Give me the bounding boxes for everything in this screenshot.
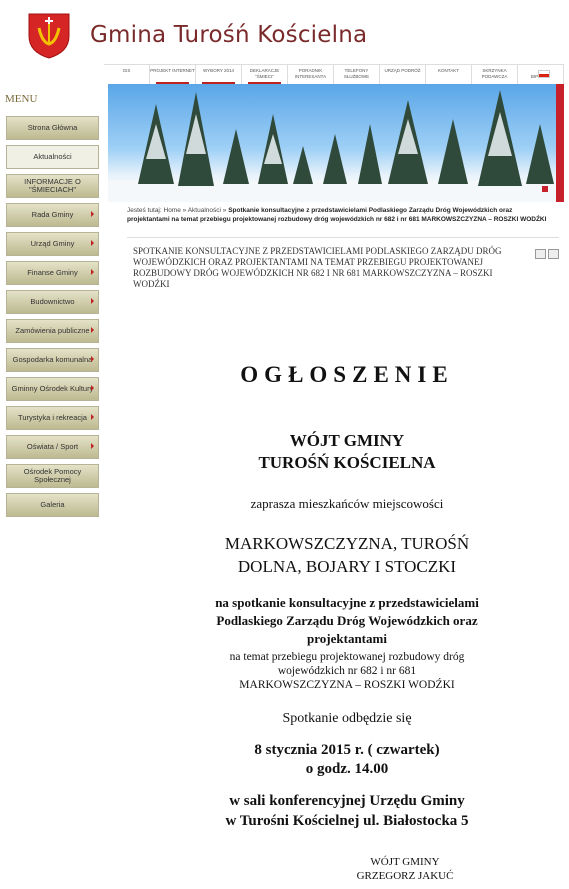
sidebar-item-label: Gminny Ośrodek Kultury [11, 384, 94, 393]
topnav-item[interactable] [150, 65, 196, 85]
topnav-label: PROJEKT INTERNET [150, 68, 195, 73]
date-line: 8 stycznia 2015 r. ( czwartek) [254, 742, 440, 758]
places-block [127, 532, 567, 578]
sidebar-item-label: Ośrodek Pomocy Społecznej [23, 467, 82, 484]
topnav-label: DEKLARACJE "ŚMIECI" [249, 68, 280, 79]
coat-of-arms-logo[interactable] [24, 10, 74, 60]
meeting-line-2: Podlaskiego Zarządu Dróg Wojewódzkich oraz [216, 613, 478, 628]
venue-line-1: w sali konferencyjnej Urzędu Gminy [229, 793, 465, 809]
topnav-label: URZĄD PODRÓŻ [384, 68, 421, 73]
chevron-right-icon [91, 211, 94, 217]
side-menu [6, 116, 99, 522]
time-line: o godz. 14.00 [305, 761, 389, 777]
sidebar-item-label: Finanse Gminy [27, 268, 78, 277]
meeting-line-1: na spotkanie konsultacyjne z przedstawicielami [215, 595, 479, 610]
topnav-item[interactable] [472, 65, 518, 85]
sidebar-item[interactable] [6, 116, 99, 140]
meeting-subject-block [127, 650, 567, 692]
places-line-1: MARKOWSZCZYZNA, TUROŚŃ [224, 534, 470, 553]
sidebar-item[interactable] [6, 145, 99, 169]
breadcrumb-home-link[interactable]: Home [163, 207, 181, 214]
topnav-item[interactable] [380, 65, 426, 85]
topnav-item[interactable] [334, 65, 380, 85]
sidebar-item-label: Budownictwo [30, 297, 75, 306]
breadcrumb-prefix: Jesteś tutaj: [127, 207, 162, 214]
subject-line-3: MARKOWSZCZYZNA – ROSZKI WODŹKI [239, 679, 455, 691]
sidebar-item-label: Aktualności [33, 152, 72, 161]
breadcrumb-section-link[interactable]: Aktualności [187, 207, 221, 214]
chevron-right-icon [91, 240, 94, 246]
signature-block [340, 855, 470, 883]
chevron-right-icon [91, 356, 94, 362]
sidebar-item-label: INFORMACJE O "ŚMIECIACH" [24, 177, 81, 194]
subject-line-2: wojewódzkich nr 682 i nr 681 [277, 665, 417, 677]
signature-title: WÓJT GMINY [370, 856, 440, 868]
mayor-line-2: TUROŚŃ KOŚCIELNA [258, 453, 436, 472]
banner-slide-indicator[interactable] [542, 186, 548, 192]
chevron-right-icon [91, 298, 94, 304]
article-title: SPOTKANIE KONSULTACYJNE Z PRZEDSTAWICIELAMI PODLASKIEGO ZARZĄDU DRÓG WOJEWÓDZKICH ORAZ PROJEKTANTAMI NA TEMAT PRZEBIEGU PROJEKTOWANEJ ROZBUDOWY DRÓG WOJEWÓDZKICH NR 682 I NR 681 MARKOWSZCZYZNA – ROSZKI WODŹKI [133, 246, 502, 289]
sidebar-item[interactable] [6, 232, 99, 256]
date-block [127, 741, 567, 779]
sidebar-item[interactable] [6, 464, 99, 488]
topnav-label: WYBORY 2014 [202, 68, 235, 73]
breadcrumb-current: Spotkanie konsultacyjne z przedstawicielami Podlaskiego Zarządu Dróg Wojewódzkich oraz projektantami na temat przebiegu projektowanej rozbudowy dróg wojewódzkich nr 682 i nr 681 MARKOWSZCZYZNA – ROSZKI WODŹKI [127, 207, 547, 223]
sidebar-item-label: Oświata / Sport [26, 442, 79, 451]
topnav-item[interactable] [426, 65, 472, 85]
topnav-label: BIP [530, 74, 539, 79]
winter-banner-image [108, 84, 564, 202]
chevron-right-icon [91, 269, 94, 275]
email-icon[interactable] [548, 249, 559, 259]
sidebar-item-label: Urząd Gminy [30, 239, 75, 248]
sidebar-item[interactable] [6, 174, 99, 198]
signature-name: GRZEGORZ JAKUĆ [356, 870, 454, 882]
sidebar-item-label: Galeria [40, 500, 65, 509]
sidebar-item[interactable] [6, 493, 99, 517]
article-tools [533, 246, 559, 264]
topnav-label: KONTAKT [438, 68, 459, 73]
sidebar-item-label: Turystyka i rekreacja [18, 413, 87, 422]
language-flag-icon[interactable] [538, 70, 550, 78]
site-title[interactable]: Gmina Turośń Kościelna [90, 22, 368, 48]
chevron-right-icon [91, 385, 94, 391]
meeting-line-3: projektantami [307, 631, 387, 646]
chevron-right-icon [91, 443, 94, 449]
venue-line-2: w Turośni Kościelnej ul. Białostocka 5 [225, 813, 469, 829]
sidebar-item-label: Zamówienia publiczne [15, 326, 90, 335]
mayor-block [127, 430, 567, 474]
topnav-item[interactable] [104, 65, 150, 85]
topnav-label: PORADNIK INTERESANTA [294, 68, 327, 79]
sidebar-item-label: Rada Gminy [31, 210, 74, 219]
sidebar-item-label: Gospodarka komunalna [12, 355, 93, 364]
menu-title: MENU [5, 93, 38, 105]
breadcrumb: Jesteś tutaj: Home » Aktualności » Spotkanie konsultacyjne z przedstawicielami Podlaskiego Zarządu Dróg Wojewódzkich oraz projektantami na temat przebiegu projektowanej rozbudowy dróg wojewódzkich nr 682 i nr 681 MARKOWSZCZYZNA – ROSZKI WODŹKI [127, 207, 547, 223]
snowy-trees-illustration [108, 84, 564, 202]
meeting-block [127, 594, 567, 648]
mayor-line-1: WÓJT GMINY [289, 431, 405, 450]
site-header [0, 0, 569, 64]
topnav-item[interactable] [196, 65, 242, 85]
places-line-2: DOLNA, BOJARY I STOCZKI [237, 557, 457, 576]
sidebar-item[interactable] [6, 290, 99, 314]
print-icon[interactable] [535, 249, 546, 259]
sidebar-item[interactable] [6, 203, 99, 227]
banner-accent-bar [556, 84, 564, 202]
sidebar-item[interactable] [6, 348, 99, 372]
sidebar-item[interactable] [6, 406, 99, 430]
topnav-label: TELEFONY SŁUŻBOWE [343, 68, 370, 79]
top-navigation [104, 64, 564, 85]
sidebar-item[interactable] [6, 261, 99, 285]
when-text: Spotkanie odbędzie się [282, 711, 412, 726]
topnav-item[interactable] [518, 65, 564, 85]
subject-line-1: na temat przebiegu projektowanej rozbudowy dróg [229, 651, 465, 663]
chevron-right-icon [91, 414, 94, 420]
topnav-item[interactable] [288, 65, 334, 85]
chevron-right-icon [91, 327, 94, 333]
sidebar-item[interactable] [6, 435, 99, 459]
topnav-item[interactable] [242, 65, 288, 85]
topnav-label: GIS [122, 68, 131, 73]
topnav-label: SKRZYNKA PODAWCZA [481, 68, 508, 79]
sidebar-item-label: Strona Główna [27, 123, 78, 132]
sidebar-item[interactable] [6, 319, 99, 343]
sidebar-item[interactable] [6, 377, 99, 401]
divider [127, 237, 559, 238]
invite-text: zaprasza mieszkańców miejscowości [250, 496, 444, 511]
announcement-heading: OGŁOSZENIE [240, 362, 454, 387]
venue-block [127, 791, 567, 831]
